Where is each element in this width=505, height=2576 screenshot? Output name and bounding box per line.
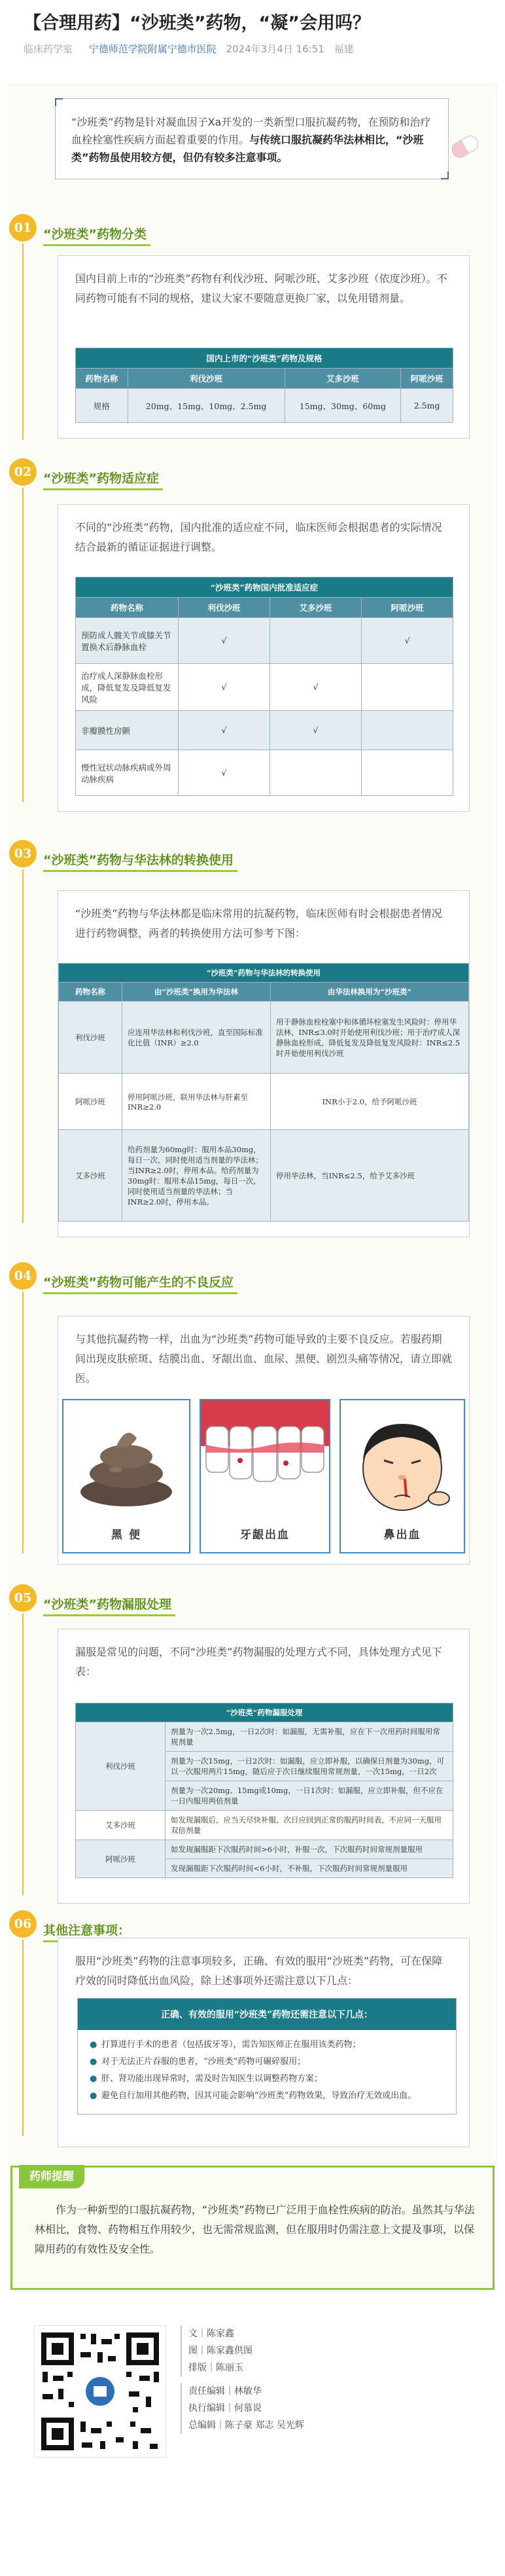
section-rail [22, 1940, 24, 2136]
credit-line: 执行编辑｜何慕说 [188, 2403, 262, 2414]
table-cell: 利伐沙班 [76, 1722, 165, 1811]
credit-line: 文｜陈家鑫 [188, 2329, 234, 2339]
list-item [90, 2088, 444, 2105]
table-cell: 慢性冠状动脉疾病或外周动脉疾病 [76, 750, 179, 796]
section-number-badge: 02 [9, 458, 37, 486]
table-cell: 规格 [76, 389, 128, 423]
s3-text: “沙班类”药物与华法林都是临床常用的抗凝药物，临床医师有时会根据患者情况进行药物调整，两者的转换使用方法可参考下图： [75, 907, 442, 939]
section-title [43, 1273, 234, 1290]
s2-card [58, 504, 470, 812]
table-cell: 应连用华法林和利伐沙班，直至国际标准化比值（INR）≥2.0 [122, 1002, 271, 1074]
s1-text: 国内目前上市的“沙班类”药物有利伐沙班、阿哌沙班、艾多沙班（依度沙班）。不同药物可能有不同的规格，建议大家不要随意更换厂家，以免用错剂量。 [75, 272, 447, 304]
s6-text: 服用“沙班类”药物的注意事项较多，正确、有效的服用“沙班类”药物，可在保障疗效的同时降低出血风险，除上述事项外还需注意以下几点： [75, 1955, 443, 1987]
table-cell: 艾多沙班 [59, 1130, 122, 1222]
credit-line: 排版｜陈丽玉 [188, 2363, 243, 2373]
credits-group [181, 2383, 304, 2434]
table-header: 药物名称 [76, 369, 128, 389]
table-header: 由华法林换用为“沙班类” [271, 983, 469, 1002]
table-cell: √ [179, 618, 270, 664]
list-item [90, 2071, 444, 2088]
table-cell: 用于静脉血栓栓塞中和体循环栓塞发生风险时：停用华法林，INR≤3.0时开始使用利伐沙班；用于治疗成人深静脉血栓形成，降低复发及降低复发风险时：INR≤2.5时开始使用利伐沙班 [271, 1002, 469, 1074]
table-cell: 15mg、30mg、60mg [285, 389, 401, 423]
section-number-badge: 06 [9, 1910, 37, 1938]
panel-label: 牙龈出血 [240, 1529, 290, 1542]
section-title-text: “沙班类”药物与华法林的转换使用 [43, 853, 234, 867]
table-cell [362, 711, 453, 750]
intro-text: “沙班类”药物是针对凝血因子Xa开发的一类新型口服抗凝药物，在预防和治疗血栓栓塞性疾病方面起着重要的作用。 [71, 116, 431, 146]
table-cell: 如发现漏服后，应当天尽快补服，次日应回到正常的服药时间表，不应同一天服用双倍剂量 [165, 1811, 453, 1840]
table-cell: 发现漏服距下次服药时间<6小时，不补服，下次服药时间常规剂量服用 [165, 1859, 453, 1878]
table-cell: 剂量为一次15mg，一日2次时：如漏服，应立即补服，以确保日剂量为30mg，可以一次服用两片15mg，随后应于次日继续服用常规剂量，一次15mg，一日2次 [165, 1752, 453, 1781]
bullet-icon: ● [90, 2091, 97, 2101]
credit-line: 总编辑｜陈子豪 郑志 吴光辉 [188, 2420, 304, 2431]
s2-text: 不同的“沙班类”药物，国内批准的适应症不同，临床医师会根据患者的实际情况结合最新的循证证据进行调整。 [75, 521, 442, 553]
list-item [90, 2037, 444, 2054]
table-cell: 2.5mg [401, 389, 453, 423]
bullet-icon: ● [90, 2074, 97, 2084]
publish-location: 福建 [334, 43, 354, 56]
title-underline [43, 870, 237, 872]
table-cell: 剂量为一次2.5mg，一日2次时：如漏服，无需补服，应在下一次用药时间服用常规剂量 [165, 1722, 453, 1752]
table-header: 艾多沙班 [270, 598, 362, 618]
table-cell: 20mg、15mg、10mg、2.5mg [128, 389, 285, 423]
tip-text: 肝、肾功能出现异常时，需及时告知医生以调整药物方案； [101, 2074, 323, 2084]
table-cell: √ [179, 664, 270, 711]
section-rail [22, 1292, 24, 1553]
s5-text: 漏服是常见的问题，不同“沙班类”药物漏服的处理方式不同，具体处理方式见下表： [75, 1646, 442, 1678]
table-cell: 治疗成人深静脉血栓形成，降低复发及降低复发风险 [76, 664, 179, 711]
tips-box [77, 1998, 457, 2114]
reminder-text: 作为一种新型的口服抗凝药物，“沙班类”药物已广泛用于血栓性疾病的防治。虽然其与华法林相比，食物、药物相互作用较少，也无需常规监测，但在服用时仍需注意上文提及事项，以保障用药的有效性及安全性。 [35, 2204, 475, 2255]
table-cell [270, 618, 362, 664]
table-cell: INR小于2.0，给予阿哌沙班 [271, 1074, 469, 1130]
section-title-text: “沙班类”药物漏服处理 [43, 1597, 171, 1612]
table-cell: 预防成人髋关节或膝关节置换术后静脉血栓 [76, 618, 179, 664]
title-underline [43, 488, 163, 490]
table-header: 艾多沙班 [285, 369, 401, 389]
tip-text: 避免自行加用其他药物，因其可能会影响“沙班类”药物效果，导致治疗无效或出血。 [101, 2091, 417, 2101]
table-cell: 艾多沙班 [76, 1811, 165, 1840]
tip-text: 打算进行手术的患者（包括拔牙等），需告知医师正在服用该类药物； [101, 2040, 361, 2050]
credits-group [181, 2325, 304, 2376]
article-title: 【合理用药】“沙班类”药物，“凝”会用吗？ [24, 13, 370, 33]
table-header: 阿哌沙班 [401, 369, 453, 389]
table-cell: 如发现漏服距下次服药时间>6小时，补服一次，下次服药时间常规剂量服用 [165, 1840, 453, 1859]
list-item [90, 2054, 444, 2071]
section-title-text: 其他注意事项： [43, 1923, 131, 1938]
s4-card [58, 1316, 470, 1565]
section-title [43, 1921, 130, 1938]
panel-label: 黑 便 [111, 1529, 141, 1542]
table-cell: 剂量为一次20mg、15mg或10mg，一日1次时：如漏服，应立即补服，但不应在一日内服用两倍剂量 [165, 1781, 453, 1811]
table-title: “沙班类”药物与华法林的转换使用 [59, 964, 469, 983]
gum-bleeding-panel [200, 1399, 330, 1553]
credits [181, 2325, 304, 2440]
s3-card [58, 890, 470, 1237]
section-title [43, 469, 159, 486]
table-header: 由“沙班类”换用为华法林 [122, 983, 271, 1002]
table-title: 国内上市的“沙班类”药物及规格 [76, 348, 453, 369]
table-cell [362, 750, 453, 796]
nosebleed-panel [340, 1399, 465, 1553]
section-rail [22, 488, 24, 802]
pharmacist-reminder [10, 2166, 495, 2290]
panel-label: 鼻出血 [383, 1529, 421, 1542]
corner-decoration [441, 172, 449, 179]
table-cell: 给药剂量为60mg时：服用本品30mg，每日一次，同时使用适当剂量的华法林；当INR≥2.0时，停用本品。给药剂量为30mg时：服用本品15mg，每日一次，同时使用适当剂量的华法林；当INR≥2.0时，停用本品。 [122, 1130, 271, 1222]
account-link[interactable]: 宁德师范学院附属宁德市医院 [88, 43, 217, 56]
table-header: 药物名称 [59, 983, 122, 1002]
bullet-icon: ● [90, 2057, 97, 2067]
table-title: “沙班类”药物国内批准适应症 [76, 577, 453, 598]
credit-line: 责任编辑｜林敏华 [188, 2386, 262, 2397]
intro-box [55, 98, 449, 179]
title-underline [43, 1614, 175, 1616]
s5-table [75, 1703, 453, 1878]
s3-table [58, 963, 469, 1222]
table-header: 阿哌沙班 [362, 598, 453, 618]
section-number-badge: 04 [9, 1262, 37, 1290]
table-cell: √ [270, 711, 362, 750]
table-cell: √ [179, 711, 270, 750]
credit-line: 图｜陈家鑫供图 [188, 2346, 252, 2356]
qr-code-icon [35, 2326, 165, 2457]
nosebleed-icon [341, 1400, 464, 1518]
section-number-badge: 01 [9, 214, 37, 242]
table-cell: √ [179, 750, 270, 796]
section-title-text: “沙班类”药物可能产生的不良反应 [43, 1275, 234, 1290]
channel-name: 临床药学室 [24, 43, 73, 56]
table-cell: 阿哌沙班 [76, 1840, 165, 1878]
black-stool-panel [62, 1399, 190, 1553]
s1-table [75, 348, 453, 423]
section-title [43, 850, 234, 868]
table-cell: 非瓣膜性房颤 [76, 711, 179, 750]
table-cell: √ [362, 618, 453, 664]
table-header: 利伐沙班 [179, 598, 270, 618]
table-cell: 停用阿哌沙班，联用华法林与肝素至INR≥2.0 [122, 1074, 271, 1130]
table-cell: 阿哌沙班 [59, 1074, 122, 1130]
publish-date: 2024年3月4日 16:51 [226, 43, 324, 56]
table-title: “沙班类”药物漏服处理 [76, 1703, 453, 1722]
s1-card [58, 255, 470, 439]
bullet-icon: ● [90, 2040, 97, 2050]
qr-code[interactable] [34, 2325, 166, 2458]
section-rail [22, 244, 24, 440]
intro-emphasis: 与传统口服抗凝药华法林相比，“沙班类”药物虽使用较方便，但仍有较多注意事项。 [71, 134, 424, 164]
s4-text: 与其他抗凝药物一样，出血为“沙班类”药物可能导致的主要不良反应。若服药期间出现皮肤瘀斑、结膜出血、牙龈出血、血尿、黑便、剧烈头痛等情况，请立即就医。 [75, 1333, 453, 1385]
table-cell: 停用华法林，当INR≤2.5，给予艾多沙班 [271, 1130, 469, 1222]
article-meta [24, 42, 481, 56]
s5-card [58, 1629, 470, 1904]
title-underline [43, 244, 150, 246]
section-number-badge: 03 [9, 840, 37, 867]
teeth-icon [201, 1400, 329, 1518]
tip-text: 对于无法正片吞服的患者，“沙班类”药物可碾碎服用； [101, 2057, 306, 2067]
table-cell [362, 664, 453, 711]
table-header: 利伐沙班 [128, 369, 285, 389]
tips-list [78, 2030, 456, 2114]
corner-decoration [55, 98, 63, 106]
section-title-text: “沙班类”药物适应症 [43, 471, 159, 486]
section-number-badge: 05 [9, 1584, 37, 1612]
s2-table [75, 577, 453, 796]
section-title [43, 225, 147, 242]
table-cell: √ [270, 664, 362, 711]
section-rail [22, 869, 24, 1223]
table-header: 药物名称 [76, 598, 179, 618]
section-title [43, 1595, 171, 1612]
table-cell: 利伐沙班 [59, 1002, 122, 1074]
article-header [0, 0, 505, 62]
section-title-text: “沙班类”药物分类 [43, 227, 147, 242]
reminder-badge: 药师提醒 [19, 2165, 84, 2188]
title-underline [43, 1292, 237, 1294]
section-rail [22, 1614, 24, 1895]
footer [0, 2311, 505, 2576]
stool-icon [63, 1400, 189, 1518]
tips-title: 正确、有效的服用“沙班类”药物还需注意以下几点： [78, 1999, 456, 2030]
table-cell [270, 750, 362, 796]
